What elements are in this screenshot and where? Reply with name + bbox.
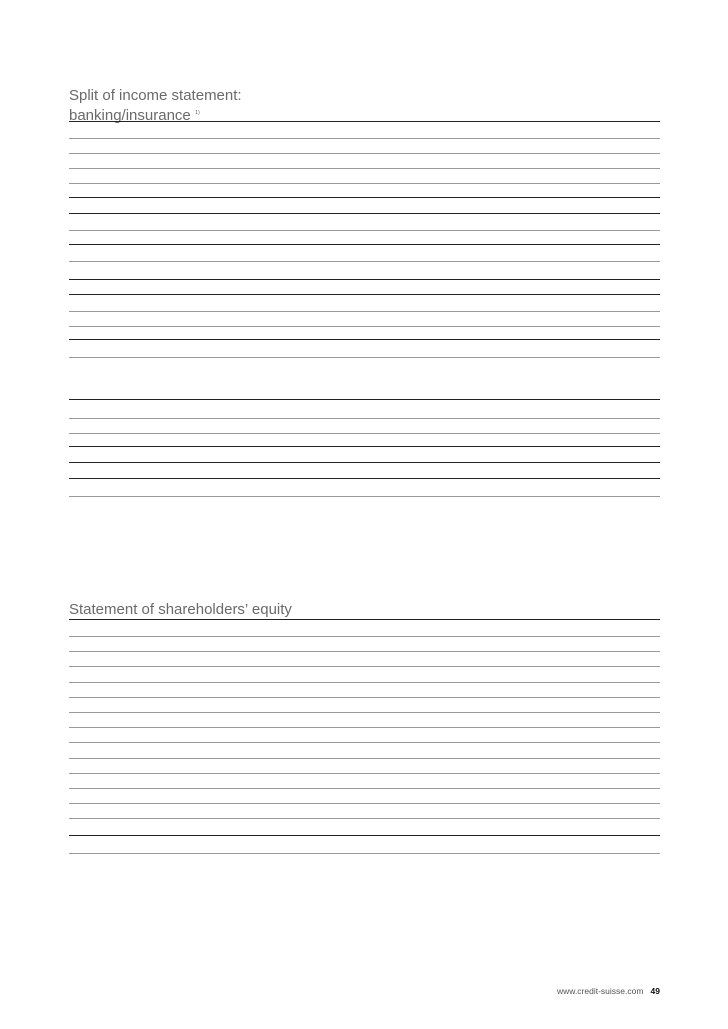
table-row (69, 200, 660, 214)
column-header (538, 576, 600, 616)
header-line (598, 586, 660, 596)
column-header (560, 76, 615, 86)
header-line (538, 586, 600, 596)
table-row (69, 216, 660, 230)
table-row (69, 698, 660, 712)
header-line (538, 596, 600, 606)
table-row (69, 282, 660, 296)
income-title: Split of income statement: banking/insurance $^{1)}$ (69, 87, 242, 124)
header-line (423, 596, 485, 606)
table-row (69, 713, 660, 727)
footnote (69, 850, 660, 862)
column-header (423, 576, 485, 616)
table-row (69, 637, 660, 651)
header-line (480, 596, 542, 606)
table-row (69, 184, 660, 198)
header-line (480, 576, 542, 586)
table-row (69, 434, 660, 448)
table-row (69, 466, 660, 480)
header-line (267, 86, 322, 96)
rule (69, 121, 660, 122)
table-row (69, 419, 660, 433)
row-divider (69, 666, 660, 667)
table-row (69, 728, 660, 742)
rule (69, 619, 660, 620)
header-line (538, 576, 600, 586)
footnote (69, 507, 660, 517)
table-row (69, 297, 660, 311)
header-line (363, 86, 418, 96)
column-header (598, 576, 660, 616)
header-line (412, 76, 467, 86)
page-footer (520, 986, 660, 996)
table-row (69, 804, 660, 818)
header-line (560, 76, 615, 86)
table-row (69, 774, 660, 788)
header-line (513, 86, 568, 96)
header-line (598, 576, 660, 586)
row-divider (69, 742, 660, 743)
table-row (69, 652, 660, 666)
header-line (267, 76, 322, 86)
table-row (69, 622, 660, 636)
equity-title: Statement of shareholders’ equity (69, 601, 292, 618)
table-row (69, 231, 660, 245)
header-line (363, 76, 418, 86)
header-line (538, 606, 600, 616)
column-header (480, 576, 542, 616)
table-row (69, 139, 660, 153)
table-row (69, 343, 660, 357)
page-number: 49 (650, 986, 660, 996)
column-header (363, 76, 418, 96)
table-row (69, 364, 660, 392)
row-divider (69, 496, 660, 497)
table-row (69, 789, 660, 803)
header-line (598, 606, 660, 616)
rule (69, 279, 660, 280)
column-header (267, 76, 322, 96)
row-divider (69, 357, 660, 358)
header-line (423, 576, 485, 586)
rule (69, 399, 660, 400)
header-line (598, 596, 660, 606)
equity-section (0, 560, 728, 880)
table-row (69, 668, 660, 682)
footer-url[interactable]: www.credit-suisse.com (557, 986, 644, 996)
rule (69, 835, 660, 836)
table-row (69, 312, 660, 326)
table-row (69, 450, 660, 464)
table-row (69, 404, 660, 418)
row-divider (69, 818, 660, 819)
table-row (69, 744, 660, 758)
table-row (69, 820, 660, 834)
table-row (69, 482, 660, 496)
header-line (480, 606, 542, 616)
table-row (69, 124, 660, 138)
header-line (423, 606, 485, 616)
header-line (423, 586, 485, 596)
footnote (69, 518, 660, 548)
table-row (69, 154, 660, 168)
table-row (69, 683, 660, 697)
table-row (69, 327, 660, 341)
table-row (69, 169, 660, 183)
table-row (69, 759, 660, 773)
table-row (69, 248, 660, 262)
header-line (480, 586, 542, 596)
column-header (412, 76, 467, 86)
